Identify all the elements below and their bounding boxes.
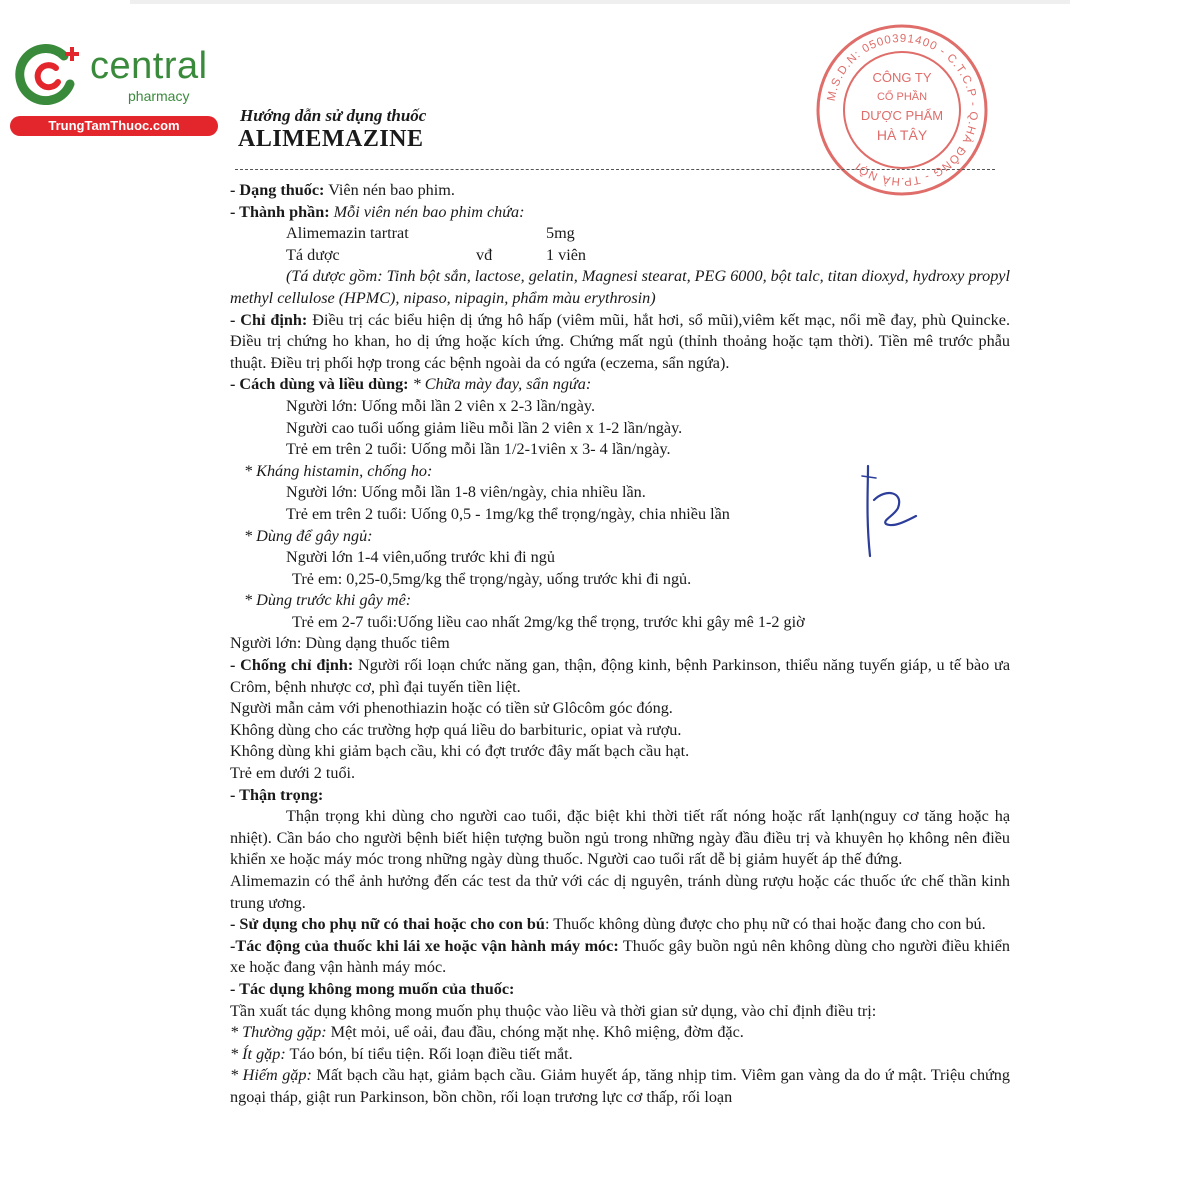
pharmacy-cross-icon [12,40,82,110]
composition-row: Tá dược vđ 1 viên [286,245,587,264]
caution-paragraph: Alimemazin có thể ảnh hưởng đến các test da thử với các dị nguyên, tránh dùng rượu hoặc các thuốc ức chế thần kinh trung ương. [230,872,1010,912]
section-chi-dinh: - Chỉ định: Điều trị các biểu hiện dị ứng hô hấp (viêm mũi, hắt hơi, sổ mũi),viêm kết mạc, nổi mề đay, phù Quincke. Điều trị chứng ho khan, ho dị ứng hoặc kích ứng. Chứng mất ngủ (thỉnh thoảng hoặc tạm thời). Tiền mê trước phẫu thuật. Điều trị phối hợp trong các bệnh ngoài da có ngứa (eczema, sẩn ngứa). [230,310,1010,372]
page-edge [130,0,1070,4]
section-thanh-phan: - Thành phần: Mỗi viên nén bao phim chứa: [230,202,525,221]
dosage-line: Người cao tuổi uống giảm liều mỗi lần 2 viên x 1-2 lần/ngày. [286,418,683,437]
document-body [230,180,1010,1109]
dosage-subheading: * Dùng trước khi gây mê: [244,591,412,610]
section-than-trong: - Thận trọng: [230,785,324,804]
dosage-line: Trẻ em trên 2 tuổi: Uống mỗi lần 1/2-1viên x 3- 4 lần/ngày. [286,440,671,459]
document-title: ALIMEMAZINE [238,126,424,152]
section-cach-dung: - Cách dùng và liều dùng: * Chữa mày đay, sẩn ngứa: [230,375,592,394]
dosage-subheading: * Dùng để gây ngủ: [244,526,373,545]
contraindication-line: Người mẫn cảm với phenothiazin hoặc có tiền sử Glôcôm góc đóng. [230,699,673,718]
logo-url: TrungTamThuoc.com [10,116,218,136]
logo-subtitle: pharmacy [128,88,190,104]
stamp-line-1: CÔNG TY [872,70,932,85]
stamp-line-4: HÀ TÂY [876,127,928,143]
excipient-note: (Tá dược gồm: Tinh bột sắn, lactose, gelatin, Magnesi stearat, PEG 6000, bột talc, titan dioxyd, hydroxy propyl methyl cellulose (HPMC), nipaso, nipagin, phẩm màu erythrosin) [230,267,1010,307]
caution-paragraph: Thận trọng khi dùng cho người cao tuổi, đặc biệt khi thời tiết rất nóng hoặc rất lạnh(nguy cơ tăng hoặc hạ nhiệt). Cần báo cho người bệnh biết hiện tượng buồn ngủ trong những ngày đầu điều trị và khuyên họ không nên điều khiển xe hoặc máy móc trong những ngày dùng thuốc. Người cao tuổi rất dễ bị giảm huyết áp thế đứng. [230,807,1010,869]
dosage-subheading: * Kháng histamin, chống ho: [244,461,433,480]
header-divider [235,169,995,170]
dosage-line: Người lớn: Uống mỗi lần 2 viên x 2-3 lần/ngày. [286,396,595,415]
contraindication-line: Trẻ em dưới 2 tuổi. [230,764,356,783]
dosage-line: Người lớn 1-4 viên,uống trước khi đi ngủ [286,548,555,567]
dosage-line: Trẻ em 2-7 tuổi:Uống liều cao nhất 2mg/kg thể trọng, trước khi gây mê 1-2 giờ [292,612,805,631]
side-effect-common: * Thường gặp: Mệt mỏi, uể oải, đau đầu, chóng mặt nhẹ. Khô miệng, đờm đặc. [230,1023,744,1042]
logo-brand-name: central [90,45,208,87]
dosage-line: Người lớn: Uống mỗi lần 1-8 viên/ngày, chia nhiều lần. [286,483,646,502]
dosage-line: Trẻ em: 0,25-0,5mg/kg thể trọng/ngày, uống trước khi đi ngủ. [292,569,692,588]
dosage-line: Trẻ em trên 2 tuổi: Uống 0,5 - 1mg/kg thể trọng/ngày, chia nhiều lần [286,504,730,523]
side-effect-uncommon: * Ít gặp: Táo bón, bí tiểu tiện. Rối loạn điều tiết mắt. [230,1044,573,1063]
section-tac-dung-phu: - Tác dụng không mong muốn của thuốc: [230,979,515,998]
contraindication-line: Không dùng khi giảm bạch cầu, khi có đợt trước đây mất bạch cầu hạt. [230,742,690,761]
section-chong-chi-dinh: - Chống chỉ định: Người rối loạn chức năng gan, thận, động kinh, bệnh Parkinson, thiểu năng tuyến giáp, u tế bào ưa Crôm, bệnh nhược cơ, phì đại tuyến tiền liệt. [230,656,1011,696]
company-stamp [812,20,992,200]
composition-row: Alimemazin tartrat 5mg [286,224,575,243]
side-effect-rare: * Hiếm gặp: Mất bạch cầu hạt, giảm bạch cầu. Giảm huyết áp, tăng nhịp tim. Viêm gan vàng da do ứ mật. Triệu chứng ngoại tháp, giật run Parkinson, bồn chồn, rối loạn trương lực cơ thấp, rối loạn [230,1066,1010,1106]
stamp-line-3: DƯỢC PHẨM [860,108,944,123]
stamp-line-2: CỔ PHẦN [876,91,928,103]
side-effect-intro: Tần xuất tác dụng không mong muốn phụ thuộc vào liều và thời gian sử dụng, vào chỉ định điều trị: [230,1001,877,1020]
section-phu-nu: - Sử dụng cho phụ nữ có thai hoặc cho con bú: Thuốc không dùng được cho phụ nữ có thai hoặc đang cho con bú. [230,915,986,934]
stamp-ring-text: M.S.D.N: 0500391400 - C.T.C.P - Q.HÀ ĐÔNG - TP.HÀ NỘI [825,32,980,188]
central-pharmacy-logo[interactable] [10,40,220,136]
section-dang-thuoc: - Dạng thuốc: Viên nén bao phim. [230,181,455,199]
contraindication-line: Không dùng cho các trường hợp quá liều do barbituric, opiat và rượu. [230,720,682,739]
dosage-line: Người lớn: Dùng dạng thuốc tiêm [230,634,450,653]
section-lai-xe: -Tác động của thuốc khi lái xe hoặc vận hành máy móc: Thuốc gây buồn ngủ nên không dùng cho người điều khiển xe hoặc đang vận hành máy móc. [230,936,1011,977]
document-subtitle: Hướng dẫn sử dụng thuốc [240,106,427,125]
